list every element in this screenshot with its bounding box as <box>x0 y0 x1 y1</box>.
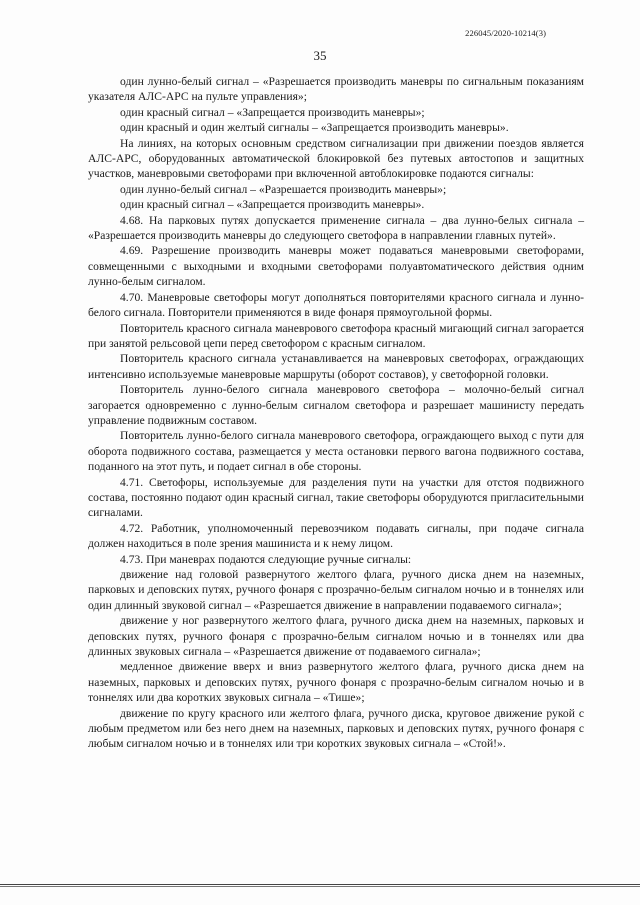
page-number: 35 <box>313 48 327 63</box>
paragraph: движение над головой развернутого желтого флага, ручного диска днем на наземных, парковых и деповских путях, ручного фонаря с прозрачно-белым сигналом ночью и в тоннелях или один длинный звуковой сигнал – «Разрешается движение в направлении подаваемого сигнала»; <box>88 568 584 612</box>
paragraph: один красный и один желтый сигналы – «Запрещается производить маневры». <box>120 121 509 135</box>
paragraph: медленное движение вверх и вниз развернутого желтого флага, ручного диска днем на наземных, парковых и деповских путях, ручного фонаря с прозрачно-белым сигналом ночью и в тоннелях или два коротких звуковых сигнала – «Тише»; <box>88 660 584 705</box>
paragraph: Повторитель красного сигнала маневрового светофора красный мигающий сигнал загорается при занятой рельсовой цепи перед светофором с красным сигналом. <box>88 321 584 350</box>
paragraph: движение по кругу красного или желтого флага, ручного диска, круговое движение рукой с любым предметом или без него днем на наземных, парковых и деповских путях, ручного фонаря с любым сигналом ночью и в тоннелях или три коротких звуковых сигнала – «Стой!». <box>88 706 584 751</box>
document-id: 226045/2020-10214(3) <box>465 28 546 38</box>
paragraph: один красный сигнал – «Запрещается производить маневры». <box>120 198 425 212</box>
paragraph: один красный сигнал – «Запрещается производить маневры»; <box>120 105 425 119</box>
paragraph: один лунно-белый сигнал – «Разрешается производить маневры»; <box>120 182 447 196</box>
paragraph: движение у ног развернутого желтого флага, ручного диска днем на наземных, парковых и деповских путях, ручного фонаря с прозрачно-белым сигналом ночью и в тоннелях или два длинных звуковых сигнала – «Разрешается движение от подаваемого сигнала»; <box>88 614 584 659</box>
paragraph: 4.70. Маневровые светофоры могут дополняться повторителями красного сигнала и лунно-белого сигнала. Повторители применяются в виде фонаря прямоугольной формы. <box>88 290 584 320</box>
paragraph: 4.73. При маневрах подаются следующие ручные сигналы: <box>120 552 412 566</box>
paragraph: 4.71. Светофоры, используемые для разделения пути на участки для отстоя подвижного состава, постоянно подают один красный сигнал, такие светофоры оборудуются пригласительными сигналами. <box>88 475 584 520</box>
paragraph: Повторитель красного сигнала устанавливается на маневровых светофорах, ограждающих интенсивно используемые маневровые маршруты (оборот составов), у светофорной головки. <box>88 352 584 381</box>
paragraph: один лунно-белый сигнал – «Разрешается производить маневры по сигнальным показаниям указателя АЛС-АРС на пульте управления»; <box>88 75 584 104</box>
scan-edge-line <box>0 884 640 887</box>
document-body <box>88 74 584 752</box>
paragraph: Повторитель лунно-белого сигнала маневрового светофора, ограждающего выход с пути для оборота подвижного состава, размещается у места остановки первого вагона подвижного состава, поданного на этот путь, и подает сигнал в обе стороны. <box>88 429 584 474</box>
paragraph: Повторитель лунно-белого сигнала маневрового светофора – молочно-белый сигнал загорается одновременно с лунно-белым сигналом светофора и разрешает машинисту передать управление подвижным составом. <box>88 383 584 427</box>
paragraph: 4.68. На парковых путях допускается применение сигнала – два лунно-белых сигнала – «Разрешается производить маневры до следующего светофора в направлении главных путей». <box>88 213 584 243</box>
paragraph: 4.69. Разрешение производить маневры может подаваться маневровыми светофорами, совмещенными с выходными и входными светофорами полуавтоматического действия одним лунно-белым сигналом. <box>88 244 584 289</box>
paragraph: На линиях, на которых основным средством сигнализации при движении поездов является АЛС-АРС, оборудованных автоматической блокировкой без путевых автостопов и защитных участков, маневровыми светофорами при включенной автоблокировке подаются сигналы: <box>88 136 584 181</box>
paragraph: 4.72. Работник, уполномоченный перевозчиком подавать сигналы, при подаче сигнала должен находиться в поле зрения машиниста и к нему лицом. <box>88 521 584 551</box>
